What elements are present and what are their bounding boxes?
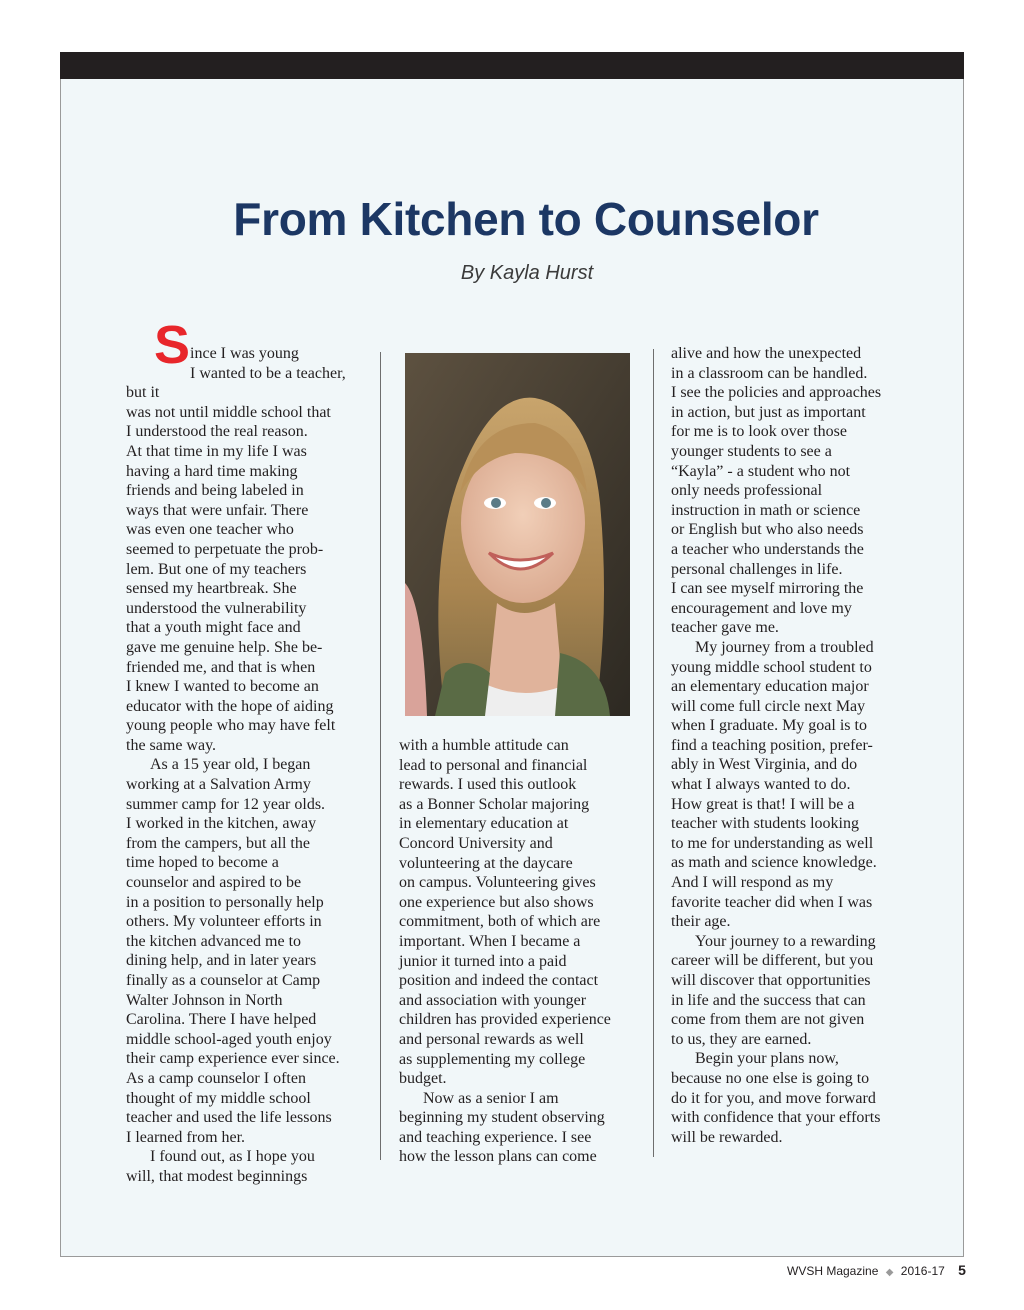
page-number: 5 bbox=[958, 1262, 966, 1278]
text-line: when I graduate. My goal is to bbox=[671, 717, 867, 735]
text-line: ways that were unfair. There bbox=[126, 501, 309, 519]
text-line: teacher and used the life lessons bbox=[126, 1109, 332, 1127]
text-line: friends and being labeled in bbox=[126, 482, 304, 500]
text-line: volunteering at the daycare bbox=[399, 854, 573, 872]
text-line: junior it turned into a paid bbox=[399, 952, 567, 970]
text-line: having a hard time making bbox=[126, 462, 298, 480]
text-line: will discover that opportunities bbox=[671, 972, 871, 989]
text-line: Concord University and bbox=[399, 834, 553, 852]
column-1 bbox=[126, 315, 368, 1187]
text-line: I wanted to be a teacher, but it bbox=[126, 364, 346, 402]
text-line: in a classroom can be handled. bbox=[671, 364, 868, 382]
text-line: do it for you, and move forward bbox=[671, 1089, 876, 1107]
text-line: I worked in the kitchen, away bbox=[126, 815, 317, 833]
text-line: favorite teacher did when I was bbox=[671, 893, 873, 911]
text-line: counselor and aspired to be bbox=[126, 874, 302, 892]
text-line: a teacher who understands the bbox=[671, 540, 864, 558]
column-divider bbox=[380, 352, 381, 1160]
text-line: was even one teacher who bbox=[126, 521, 294, 539]
author-portrait-photo bbox=[405, 353, 630, 716]
text-line: I can see myself mirroring the bbox=[671, 580, 864, 598]
text-line: in life and the success that can bbox=[671, 991, 866, 1009]
text-line: in a position to personally help bbox=[126, 893, 324, 911]
text-line: And I will respond as my bbox=[671, 874, 834, 892]
text-line: what I always wanted to do. bbox=[671, 776, 851, 794]
text-line: teacher gave me. bbox=[671, 619, 779, 637]
text-line: thought of my middle school bbox=[126, 1089, 311, 1107]
text-line: budget. bbox=[399, 1070, 447, 1088]
diamond-icon: ◆ bbox=[885, 1267, 894, 1278]
magazine-name: WVSH Magazine bbox=[787, 1264, 879, 1278]
text-line: the kitchen advanced me to bbox=[126, 932, 302, 950]
text-line: I see the policies and approaches bbox=[671, 384, 882, 402]
text-line: teacher with students looking bbox=[671, 815, 859, 833]
text-line: was not until middle school that bbox=[126, 403, 331, 421]
text-line: will come full circle next May bbox=[671, 697, 866, 715]
text-line: career will be different, but you bbox=[671, 952, 874, 970]
text-line: gave me genuine help. She be- bbox=[126, 638, 323, 656]
text-line: sensed my heartbreak. She bbox=[126, 580, 297, 598]
text-line: and teaching experience. I see bbox=[399, 1128, 592, 1146]
text-line: Your journey to a rewarding bbox=[695, 932, 876, 950]
text-line: others. My volunteer efforts in bbox=[126, 913, 322, 931]
page-footer bbox=[787, 1262, 966, 1278]
text-line: position and indeed the contact bbox=[399, 972, 599, 990]
text-line: I understood the real reason. bbox=[126, 423, 308, 441]
text-line: seemed to perpetuate the prob- bbox=[126, 540, 324, 558]
text-line: How great is that! I will be a bbox=[671, 795, 855, 813]
text-line: to us, they are earned. bbox=[671, 1030, 812, 1048]
text-line: Begin your plans now, bbox=[695, 1050, 839, 1068]
text-line: I knew I wanted to become an bbox=[126, 678, 319, 696]
text-line: “Kayla” - a student who not bbox=[671, 462, 851, 480]
header-bar bbox=[60, 52, 964, 79]
text-line: in action, but just as important bbox=[671, 403, 866, 421]
text-line: lead to personal and financial bbox=[399, 756, 588, 774]
text-line: alive and how the unexpected bbox=[671, 345, 862, 362]
text-line: My journey from a troubled bbox=[695, 638, 874, 656]
text-line: encouragement and love my bbox=[671, 599, 852, 617]
issue-year: 2016-17 bbox=[900, 1264, 945, 1278]
text-line: commitment, both of which are bbox=[399, 913, 601, 931]
text-line: I found out, as I hope you bbox=[150, 1148, 315, 1166]
text-line: friended me, and that is when bbox=[126, 658, 316, 676]
text-line: As a camp counselor I often bbox=[126, 1069, 306, 1087]
text-line: their age. bbox=[671, 913, 731, 931]
text-line: or English but who also needs bbox=[671, 521, 864, 539]
text-line: young people who may have felt bbox=[126, 717, 336, 735]
text-line: come from them are not given bbox=[671, 1011, 865, 1029]
text-line: with a humble attitude can bbox=[399, 737, 569, 754]
text-line: middle school-aged youth enjoy bbox=[126, 1030, 332, 1048]
text-line: from the campers, but all the bbox=[126, 834, 310, 852]
text-line: and personal rewards as well bbox=[399, 1030, 584, 1048]
text-line: for me is to look over those bbox=[671, 423, 847, 441]
text-line: children has provided experience bbox=[399, 1011, 611, 1029]
text-line: Walter Johnson in North bbox=[126, 991, 283, 1009]
text-line: how the lesson plans can come bbox=[399, 1148, 597, 1166]
text-line: one experience but also shows bbox=[399, 893, 594, 911]
text-line: As a 15 year old, I began bbox=[150, 756, 311, 774]
column-divider bbox=[653, 349, 654, 1157]
text-line: will be rewarded. bbox=[671, 1128, 783, 1146]
article-byline: By Kayla Hurst bbox=[460, 262, 594, 284]
text-line: find a teaching position, prefer- bbox=[671, 736, 873, 754]
text-line: rewards. I used this outlook bbox=[399, 776, 577, 794]
text-line: personal challenges in life. bbox=[671, 560, 843, 578]
text-line: instruction in math or science bbox=[671, 501, 861, 519]
text-line: time hoped to become a bbox=[126, 854, 279, 872]
text-line: on campus. Volunteering gives bbox=[399, 874, 596, 892]
text-line: and association with younger bbox=[399, 991, 587, 1009]
text-line: Now as a senior I am bbox=[423, 1089, 559, 1107]
text-line: At that time in my life I was bbox=[126, 442, 307, 460]
text-line: to me for understanding as well bbox=[671, 834, 874, 852]
text-line: beginning my student observing bbox=[399, 1109, 605, 1127]
text-line: an elementary education major bbox=[671, 678, 869, 696]
text-line: educator with the hope of aiding bbox=[126, 697, 334, 715]
text-line: dining help, and in later years bbox=[126, 952, 317, 970]
article-title: From Kitchen to Counselor bbox=[233, 193, 819, 245]
text-line: as math and science knowledge. bbox=[671, 854, 877, 872]
text-line: lem. But one of my teachers bbox=[126, 560, 307, 578]
text-line: Carolina. There I have helped bbox=[126, 1011, 317, 1029]
text-line: I learned from her. bbox=[126, 1128, 246, 1146]
text-line: that a youth might face and bbox=[126, 619, 301, 637]
text-line: younger students to see a bbox=[671, 442, 832, 460]
column-3 bbox=[671, 344, 911, 1147]
text-line: ably in West Virginia, and do bbox=[671, 756, 858, 774]
text-line: as a Bonner Scholar majoring bbox=[399, 795, 590, 813]
text-line: only needs professional bbox=[671, 482, 823, 500]
text-line: their camp experience ever since. bbox=[126, 1050, 340, 1068]
text-line: young middle school student to bbox=[671, 658, 872, 676]
text-line: summer camp for 12 year olds. bbox=[126, 795, 326, 813]
drop-cap: S bbox=[154, 315, 191, 375]
text-line: finally as a counselor at Camp bbox=[126, 972, 321, 989]
text-line: with confidence that your efforts bbox=[671, 1109, 881, 1127]
text-line: will, that modest beginnings bbox=[126, 1167, 308, 1185]
text-line: in elementary education at bbox=[399, 815, 569, 833]
column-2 bbox=[399, 736, 643, 1167]
text-line: because no one else is going to bbox=[671, 1069, 870, 1087]
text-line: as supplementing my college bbox=[399, 1050, 586, 1068]
text-line: understood the vulnerability bbox=[126, 599, 307, 617]
text-line: the same way. bbox=[126, 736, 217, 754]
text-line: working at a Salvation Army bbox=[126, 776, 311, 794]
text-line: important. When I became a bbox=[399, 932, 581, 950]
text-line: ince I was young bbox=[190, 345, 299, 362]
